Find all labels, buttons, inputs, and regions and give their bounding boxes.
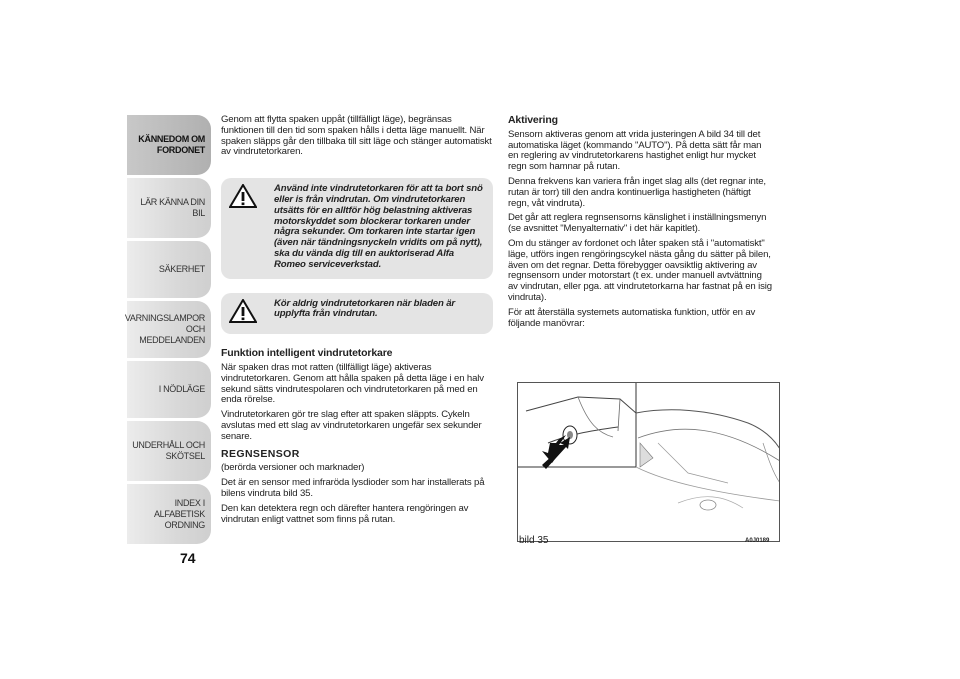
tab-label: KÄNNEDOM OM xyxy=(138,134,205,144)
tab-label: SKÖTSEL xyxy=(165,451,205,461)
warning-box-blades xyxy=(221,293,493,335)
rain-sensor-illustration xyxy=(518,383,780,542)
paragraph-intelligent-1: När spaken dras mot ratten (tillfälligt läge) aktiveras vindrutetorkaren. Genom att hålla spaken på detta läge i en halv sekund sätts vindrutespolaren och vindrutetorkaren på med en enda rörelse. xyxy=(221,361,484,406)
tab-label: SÄKERHET xyxy=(158,264,205,274)
tab-underhall-och-skotsel[interactable] xyxy=(127,421,211,481)
warning-triangle-icon xyxy=(229,299,257,323)
regnsensor-subtitle: (berörda versioner och marknader) xyxy=(221,462,365,474)
warning-text-blades: Kör aldrig vindrutetorkaren när bladen är upplyfta från vindrutan. xyxy=(274,297,455,320)
warning-text-snow: Använd inte vindrutetorkaren för att ta bort snö eller is från vindrutan. Om vindrutetorkaren utsätts för en alltför hög belastning aktiveras motorskyddet som blockerar torkaren under några sekunder. Om torkaren inte startar igen (även när tändningsnyckeln vridits om på nytt), ska du vända dig till en auktoriserad Alfa Romeo serviceverkstad. xyxy=(274,183,483,270)
figure-caption: bild 35 xyxy=(519,535,549,546)
paragraph-regnsensor-2: Den kan detektera regn och därefter hantera rengöringen av vindrutan enligt vattnet som finns på rutan. xyxy=(221,502,469,525)
heading-regnsensor: REGNSENSOR xyxy=(221,447,300,460)
paragraph-aktivering-5: För att återställa systemets automatiska funktion, utför en av följande manövrar: xyxy=(508,306,756,329)
tab-label: OCH MEDDELANDEN xyxy=(139,324,205,345)
paragraph-regnsensor-1: Det är en sensor med infraröda lysdioder som har installerats på bilens vindruta bild 35. xyxy=(221,477,485,499)
paragraph-aktivering-4: Om du stänger av fordonet och låter spaken stå i "automatiskt" läge, utförs ingen rengöringscykel nästa gång du sätter på bilen, även om det regnar. Detta förebygger oavsiktlig aktivering av regnsensorn under motorstart (t ex. under manuell avtvättning av vindrutan, eller pga. att vindrutetorkarna har fastnat på en isig vindruta). xyxy=(508,237,772,303)
figure-code: A0J0189 xyxy=(745,538,770,544)
tab-kannedom-om-fordonet[interactable] xyxy=(127,115,211,175)
tab-label: UNDERHÅLL OCH xyxy=(132,440,205,450)
warning-triangle-icon xyxy=(229,184,257,208)
tab-index[interactable] xyxy=(127,484,211,544)
warning-box-snow xyxy=(221,178,493,278)
tab-label: ORDNING xyxy=(164,519,205,530)
right-column xyxy=(508,115,773,333)
left-column xyxy=(221,115,493,529)
tab-label: INDEX I ALFABETISK xyxy=(153,497,205,519)
tab-lar-kanna-din-bil[interactable] xyxy=(127,178,211,238)
intro-paragraph: Genom att flytta spaken uppåt (tillfälligt läge), begränsas funktionen till den tid som spaken hålls i detta läge manuellt. När spaken släpps går den tillbaka till sitt läge och stänger automatiskt av vindrutetorkaren. xyxy=(221,114,492,158)
figure-rain-sensor xyxy=(517,382,780,542)
heading-aktivering: Aktivering xyxy=(508,114,558,126)
heading-intelligent-wiper: Funktion intelligent vindrutetorkare xyxy=(221,347,393,360)
paragraph-aktivering-2: Denna frekvens kan variera från inget slag alls (det regnar inte, rutan är torr) till den andra kontinuerliga hastigheten (häftigt regn, våt vindruta). xyxy=(508,175,766,209)
tab-label: VARNINGSLAMPOR xyxy=(124,313,205,323)
paragraph-intelligent-2: Vindrutetorkaren gör tre slag efter att spaken släppts. Cykeln avslutas med ett slag av vindrutetorkaren ungefär sex sekunder senare. xyxy=(221,409,482,442)
tab-label: LÄR KÄNNA DIN BIL xyxy=(140,197,205,218)
tab-label: FORDONET xyxy=(156,145,205,155)
tab-varningslampor[interactable] xyxy=(124,301,211,358)
paragraph-aktivering-3: Det går att reglera regnsensorns känslighet i inställningsmenyn (se avsnittet "Menyalternativ" i det här kapitlet). xyxy=(508,212,767,235)
tab-i-nodlage[interactable] xyxy=(127,361,211,418)
page-number: 74 xyxy=(180,550,196,566)
tab-label: I NÖDLÄGE xyxy=(158,384,205,394)
tab-sakerhet[interactable] xyxy=(127,241,211,298)
paragraph-aktivering-1: Sensorn aktiveras genom att vrida justeringen A bild 34 till det automatiska läget (kommando "AUTO"). På detta sätt får man en reglering av vindrutetorkarens hastighet enligt hur mycket regn som hamnar på rutan. xyxy=(508,128,762,173)
